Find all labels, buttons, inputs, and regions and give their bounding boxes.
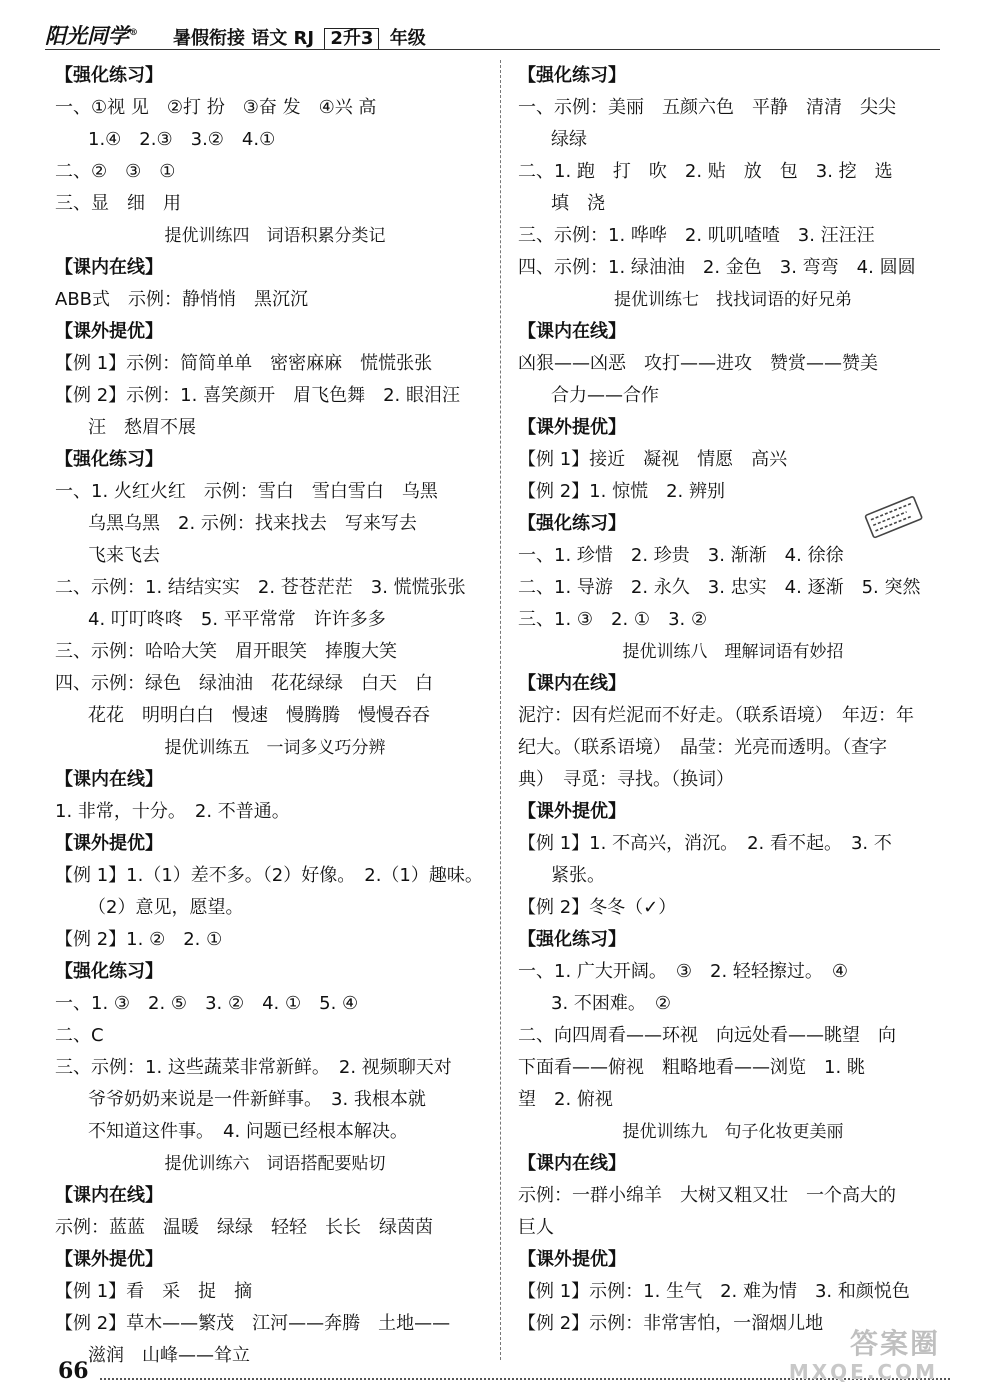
- answer-line: 三、1. ③ 2. ① 3. ②: [518, 609, 708, 630]
- answer-line-continued: （2）意见，愿望。: [88, 897, 244, 918]
- answer-line: 【例 1】接近 凝视 情愿 高兴: [518, 449, 788, 470]
- section-header: 【强化练习】: [518, 513, 626, 534]
- section-header: 【强化练习】: [518, 929, 626, 950]
- answer-line: 示例：一群小绵羊 大树又粗又壮 一个高大的: [518, 1185, 896, 1206]
- answer-line-continued: 乌黑乌黑 2. 示例：找来找去 写来写去: [88, 513, 417, 534]
- answer-line-continued: 汪 愁眉不展: [88, 417, 196, 438]
- answer-line: 【例 1】1.（1）差不多。（2）好像。 2.（1）趣味。: [55, 865, 483, 886]
- answer-line: 一、①视 见 ②打 扮 ③奋 发 ④兴 高: [55, 97, 377, 118]
- answer-line-continued: 3. 不困难。 ②: [551, 993, 672, 1014]
- section-header: 【课外提优】: [518, 801, 626, 822]
- answer-line: 【例 1】示例：简简单单 密密麻麻 慌慌张张: [55, 353, 433, 374]
- section-header: 【课内在线】: [55, 257, 163, 278]
- grade-suffix: 年级: [389, 28, 426, 49]
- left-column: [55, 60, 495, 1372]
- answer-line-continued: 填 浇: [551, 193, 605, 214]
- lesson-title: 提优训练八 理解词语有妙招: [622, 642, 844, 662]
- section-header: 【课外提优】: [518, 417, 626, 438]
- answer-line: 二、C: [55, 1025, 104, 1046]
- section-header: 【课内在线】: [55, 1185, 163, 1206]
- answer-line-continued: 4. 叮叮咚咚 5. 平平常常 许许多多: [88, 609, 386, 630]
- answer-line: 一、1. ③ 2. ⑤ 3. ② 4. ① 5. ④: [55, 993, 359, 1014]
- answer-line: ABB式 示例：静悄悄 黑沉沉: [55, 289, 309, 310]
- answer-line-continued: 不知道这件事。 4. 问题已经根本解决。: [88, 1121, 408, 1142]
- answer-line: 望 2. 俯视: [518, 1089, 613, 1110]
- page-number: 66: [58, 1358, 89, 1384]
- answer-line: 泥泞：因有烂泥而不好走。（联系语境） 年迈：年: [518, 705, 914, 726]
- answer-line: 二、1. 跑 打 吹 2. 贴 放 包 3. 挖 选: [518, 161, 893, 182]
- answer-line: 典） 寻觅：寻找。（换词）: [518, 769, 734, 790]
- brand-logo-text: 阳光同学: [45, 23, 129, 48]
- section-header: 【课外提优】: [55, 833, 163, 854]
- answer-line: 一、1. 火红火红 示例：雪白 雪白雪白 乌黑: [55, 481, 438, 502]
- answer-line: 一、1. 广大开阔。 ③ 2. 轻轻擦过。 ④: [518, 961, 849, 982]
- answer-line: 三、示例：1. 哗哗 2. 叽叽喳喳 3. 汪汪汪: [518, 225, 875, 246]
- answer-line: 二、1. 导游 2. 永久 3. 忠实 4. 逐渐 5. 突然: [518, 577, 921, 598]
- right-column: [518, 60, 948, 1340]
- answer-line: 一、示例：美丽 五颜六色 平静 清清 尖尖: [518, 97, 896, 118]
- answer-line: 四、示例：绿色 绿油油 花花绿绿 白天 白: [55, 673, 433, 694]
- section-header: 【课外提优】: [55, 1249, 163, 1270]
- section-header: 【强化练习】: [55, 961, 163, 982]
- answer-line: 巨人: [518, 1217, 554, 1238]
- answer-line: 三、示例：哈哈大笑 眉开眼笑 捧腹大笑: [55, 641, 397, 662]
- answer-line: 一、1. 珍惜 2. 珍贵 3. 渐渐 4. 徐徐: [518, 545, 844, 566]
- lesson-title: 提优训练六 词语搭配要贴切: [164, 1154, 386, 1174]
- section-header: 【课外提优】: [55, 321, 163, 342]
- answer-line-continued: 滋润 山峰——耸立: [88, 1345, 250, 1366]
- answer-line: 【例 2】1. 惊慌 2. 辨别: [518, 481, 725, 502]
- section-header: 【强化练习】: [55, 65, 163, 86]
- answer-line: 【例 2】草木——繁茂 江河——奔腾 土地——: [55, 1313, 451, 1334]
- grade-badge: 2升3: [324, 28, 379, 50]
- watermark-url: MXQE.COM: [788, 1360, 938, 1384]
- answer-line: 【例 2】冬冬（✓）: [518, 897, 677, 918]
- column-divider: [500, 60, 501, 1360]
- answer-line: 二、示例：1. 结结实实 2. 苍苍茫茫 3. 慌慌张张: [55, 577, 466, 598]
- answer-line-continued: 花花 明明白白 慢速 慢腾腾 慢慢吞吞: [88, 705, 430, 726]
- lesson-title: 提优训练七 找找词语的好兄弟: [614, 290, 852, 310]
- answer-line-continued: 飞来飞去: [88, 545, 160, 566]
- header-title: [173, 24, 426, 50]
- answer-line: 下面看——俯视 粗略地看——浏览 1. 眺: [518, 1057, 865, 1078]
- answer-line-continued: 绿绿: [551, 129, 587, 150]
- header-subject: 暑假衔接 语文 RJ: [173, 28, 315, 49]
- answer-line: 【例 1】示例：1. 生气 2. 难为情 3. 和颜悦色: [518, 1281, 910, 1302]
- answer-line: 凶狠——凶恶 攻打——进攻 赞赏——赞美: [518, 353, 878, 374]
- answer-line-continued: 1.④ 2.③ 3.② 4.①: [88, 129, 276, 150]
- section-header: 【课内在线】: [518, 673, 626, 694]
- answer-line: 【例 1】1. 不高兴，消沉。 2. 看不起。 3. 不: [518, 833, 892, 854]
- lesson-title: 提优训练四 词语积累分类记: [164, 226, 386, 246]
- section-header: 【强化练习】: [518, 65, 626, 86]
- answer-line: 二、向四周看——环视 向远处看——眺望 向: [518, 1025, 896, 1046]
- lesson-title: 提优训练五 一词多义巧分辨: [164, 738, 386, 758]
- section-header: 【强化练习】: [55, 449, 163, 470]
- section-header: 【课内在线】: [518, 321, 626, 342]
- page-header: [45, 20, 940, 50]
- watermark-text: 答案圈: [849, 1327, 940, 1360]
- header-rule: [45, 49, 940, 50]
- brand-registered-mark: ®: [129, 28, 138, 38]
- answer-line: 示例：蓝蓝 温暖 绿绿 轻轻 长长 绿茵茵: [55, 1217, 433, 1238]
- answer-line: 【例 2】示例：1. 喜笑颜开 眉飞色舞 2. 眼泪汪: [55, 385, 460, 406]
- answer-line: 二、② ③ ①: [55, 161, 176, 182]
- answer-line-continued: 合力——合作: [551, 385, 659, 406]
- stamp-icon: [860, 495, 928, 541]
- answer-line-continued: 紧张。: [551, 865, 605, 886]
- brand-logo: [45, 20, 138, 50]
- answer-line: 纪大。（联系语境） 晶莹：光亮而透明。（查字: [518, 737, 887, 758]
- section-header: 【课内在线】: [518, 1153, 626, 1174]
- answer-line: 【例 1】看 采 捉 摘: [55, 1281, 253, 1302]
- answer-line: 三、示例：1. 这些蔬菜非常新鲜。 2. 视频聊天对: [55, 1057, 452, 1078]
- section-header: 【课内在线】: [55, 769, 163, 790]
- section-header: 【课外提优】: [518, 1249, 626, 1270]
- answer-line: 【例 2】1. ② 2. ①: [55, 929, 223, 950]
- answer-line: 【例 2】示例：非常害怕，一溜烟儿地: [518, 1313, 824, 1334]
- answer-line: 三、显 细 用: [55, 193, 181, 214]
- answer-line: 四、示例：1. 绿油油 2. 金色 3. 弯弯 4. 圆圆: [518, 257, 916, 278]
- lesson-title: 提优训练九 句子化妆更美丽: [622, 1122, 844, 1142]
- answer-line: 1. 非常，十分。 2. 不普通。: [55, 801, 290, 822]
- answer-line-continued: 爷爷奶奶来说是一件新鲜事。 3. 我根本就: [88, 1089, 426, 1110]
